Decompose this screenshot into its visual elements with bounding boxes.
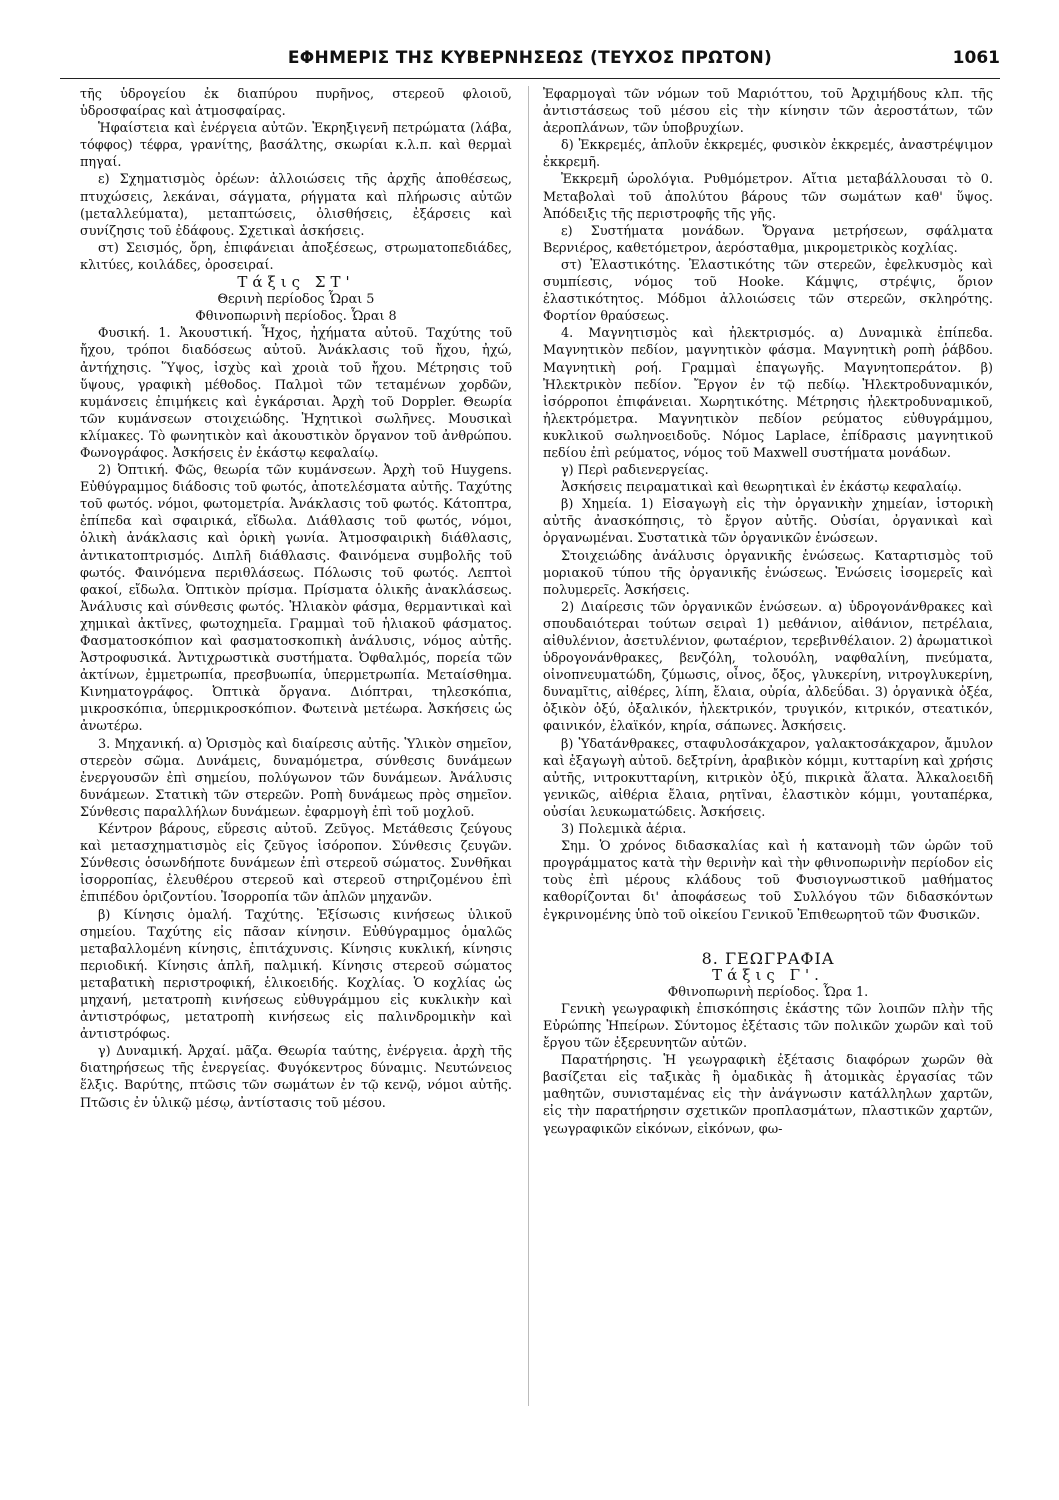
journal-title: ΕΦΗΜΕΡΙΣ ΤΗΣ ΚΥΒΕΡΝΗΣΕΩΣ (ΤΕΥΧΟΣ ΠΡΩΤΟΝ) bbox=[287, 48, 773, 68]
paragraph: Ἐκκρεμῆ ὡρολόγια. Ρυθμόμετρον. Αἴτια μεταβάλλουσαι τὸ 0. Μεταβολαὶ τοῦ ἀπολύτου βάρους τῶν σωμάτων καθ' ὕψος. Ἀπόδειξις τῆς περιστροφῆς τῆς γῆς. bbox=[543, 172, 993, 222]
paragraph: 3. Μηχανική. α) Ὁρισμὸς καὶ διαίρεσις αὐτῆς. Ὑλικὸν σημεῖον, στερεὸν σῶμα. Δυνάμεις, δυναμόμετρα, σύνθεσις δυνάμεων ἐνεργουσῶν ἐπὶ σημείου, πολύγωνον τῶν δυνάμεων. Ἀνάλυσις δυνάμεων. Στατικὴ τῶν στερεῶν. Ροπὴ δυνάμεως πρὸς σημεῖον. Σύνθεσις παραλλήλων δυνάμεων. ἐφαρμογὴ ἐπὶ τοῦ μοχλοῦ. bbox=[80, 736, 512, 820]
page-header bbox=[60, 48, 1000, 79]
class-heading: Τάξις ΣΤ' bbox=[237, 273, 355, 292]
paragraph: Κέντρον βάρους, εὕρεσις αὐτοῦ. Ζεῦγος. Μετάθεσις ζεύγους καὶ μετασχηματισμὸς εἰς ζεῦγος ἰσόροπον. Σύνθεσις ζευγῶν. Σύνθεσις ὁσωνδήποτε δυνάμεων ἐπὶ στερεοῦ σώματος. Συνθῆκαι ἰσορροπίας, ἐλευθέρου στερεοῦ καὶ στερεοῦ στηριζομένου ἐπὶ ἐπιπέδου ὁριζοντίου. Ἰσορροπία τῶν ἁπλῶν μηχανῶν. bbox=[80, 822, 512, 906]
paragraph: 2) Ὀπτική. Φῶς, θεωρία τῶν κυμάνσεων. Ἀρχὴ τοῦ Huygens. Εὐθύγραμμος διάδοσις τοῦ φωτός, ἀποτελέσματα αὐτῆς. Ταχύτης τοῦ φωτός. νόμοι, φωτομετρία. Ἀνάκλασις τοῦ φωτός. Κάτοπτρα, ἐπίπεδα καὶ σφαιρικά, εἴδωλα. Διάθλασις τοῦ φωτός, νόμοι, ὁλικὴ ἀνάκλασις καὶ ὁρικὴ γωνία. Ἀτμοσφαιρικὴ διάθλασις, ἀντικατοπτρισμός. Διπλῆ διάθλασις. Φαινόμενα συμβολῆς τοῦ φωτός. Φαινόμενα περιθλάσεως. Πόλωσις τοῦ φωτός. Λεπτοὶ φακοί, εἴδωλα. Ὀπτικὸν πρίσμα. Πρίσματα ὁλικῆς ἀνακλάσεως. Ἀνάλυσις καὶ σύνθεσις φωτός. Ἡλιακὸν φάσμα, θερμαντικαὶ καὶ χημικαὶ ἀκτῖνες, φωτοχημεῖα. Γραμμαὶ τοῦ ἡλιακοῦ φάσματος. Φασματοσκόπιον καὶ φασματοσκοπικὴ ἀνάλυσις, νόμος αὐτῆς. Ἀστροφυσικά. Ἀντιχρωστικὰ συστήματα. Ὀφθαλμός, πορεία τῶν ἀκτίνων, ἐμμετρωπία, πρεσβυωπία, ὑπερμετρωπία. Μεταίσθημα. Κινηματογράφος. Ὀπτικὰ ὄργανα. Διόπτραι, τηλεσκόπια, μικροσκόπια, ὑπερμικροσκόπιον. Φωτεινὰ μετέωρα. Ἀσκήσεις ὡς ἀνωτέρω. bbox=[80, 463, 512, 735]
paragraph: Γενικὴ γεωγραφικὴ ἐπισκόπησις ἑκάστης τῶν λοιπῶν πλὴν τῆς Εὐρώπης Ἠπείρων. Σύντομος ἐξέτασις τῶν πολικῶν χωρῶν καὶ τοῦ ἔργου τῶν ἐξερευνητῶν αὐτῶν. bbox=[543, 1001, 993, 1052]
paragraph: Παρατήρησις. Ἡ γεωγραφικὴ ἐξέτασις διαφόρων χωρῶν θὰ βασίζεται εἰς ταξικὰς ἢ ὁμαδικὰς ἢ ἀτομικὰς ἐργασίας τῶν μαθητῶν, συνισταμένας εἰς τὴν ἀνάγνωσιν κατάλληλων χαρτῶν, εἰς τὴν παρατήρησιν σχετικῶν προπλασμάτων, πλαστικῶν χαρτῶν, γεωγραφικῶν εἰκόνων, εἰκόνων, φω- bbox=[543, 1053, 993, 1137]
section-heading: 8. ΓΕΩΓΡΑΦΙΑ bbox=[701, 948, 835, 968]
autumn-period: Φθινοπωρινὴ περίοδος. Ὧρα 1. bbox=[667, 984, 869, 1000]
paragraph: δ) Ἐκκρεμές, ἁπλοῦν ἐκκρεμές, φυσικὸν ἐκκρεμές, ἀναστρέψιμον ἐκκρεμῆ. bbox=[543, 138, 993, 171]
paragraph: γ) Περὶ ραδιενεργείας. bbox=[561, 463, 709, 479]
paragraph: τῆς ὑδρογείου ἐκ διαπύρου πυρῆνος, στερεοῦ φλοιοῦ, ὑδροσφαίρας καὶ ἀτμοσφαίρας. bbox=[80, 87, 512, 120]
paragraph: ε) Συστήματα μονάδων. Ὄργανα μετρήσεων, σφάλματα Βερνιέρος, καθετόμετρον, ἀερόσταθμα, μικρομετρικὸς κοχλίας. bbox=[543, 223, 993, 256]
paragraph: β) Χημεία. 1) Εἰσαγωγὴ εἰς τὴν ὀργανικὴν χημείαν, ἱστορικὴ αὐτῆς ἀνασκόπησις, τὸ ἔργον αὐτῆς. Οὐσίαι, ὀργανικαὶ καὶ ὀργανωμέναι. Συστατικὰ τῶν ὀργανικῶν ἑνώσεων. bbox=[543, 497, 993, 547]
paragraph: Σημ. Ὁ χρόνος διδασκαλίας καὶ ἡ κατανομὴ τῶν ὡρῶν τοῦ προγράμματος κατὰ τὴν θερινὴν καὶ τὴν φθινοπωρινὴν περίοδον εἰς τοὺς ἐπὶ μέρους κλάδους τοῦ Φυσιογνωστικοῦ μαθήματος καθορίζονται δι' ἀποφάσεως τοῦ Συλλόγου τῶν διδασκόντων ἐγκρινομένης ὑπὸ τοῦ οἰκείου Γενικοῦ Ἐπιθεωρητοῦ τῶν Φυσικῶν. bbox=[543, 839, 993, 923]
paragraph: 3) Πολεμικὰ ἀέρια. bbox=[561, 822, 687, 838]
paragraph: στ) Ἐλαστικότης. Ἐλαστικότης τῶν στερεῶν, ἐφελκυσμὸς καὶ συμπίεσις, νόμος τοῦ Hooke. Κάμψις, στρέψις, ὅριον ἐλαστικότητος. Μόδμοι ἀλλοιώσεις τῶν στερεῶν, σκληρότης. Φορτίον θραύσεως. bbox=[543, 257, 993, 325]
paragraph: Ἀσκήσεις πειραματικαὶ καὶ θεωρητικαὶ ἐν ἑκάστῳ κεφαλαίῳ. bbox=[561, 480, 962, 496]
column-divider bbox=[528, 86, 529, 1406]
paragraph: β) Ὑδατάνθρακες, σταφυλοσάκχαρον, γαλακτοσάκχαρον, ἄμυλον καὶ ἐξαγωγὴ αὐτοῦ. δεξτρίνη, ἀραβικὸν κόμμι, κυτταρίνη καὶ χρήσις αὐτῆς, νιτροκυτταρίνη, κιτρικὸν ὀξύ, πικρικὰ ἅλατα. Ἀλκαλοειδῆ γενικῶς, αἰθέρια ἔλαια, ρητῖναι, ἐλαστικὸν κόμμι, γουταπέρκα, οὐσίαι λευκωματώδεις. Ἀσκήσεις. bbox=[543, 736, 993, 820]
autumn-period: Φθινοπωρινὴ περίοδος. Ὧραι 8 bbox=[195, 309, 397, 325]
paragraph: β) Κίνησις ὁμαλή. Ταχύτης. Ἐξίσωσις κινήσεως ὑλικοῦ σημείου. Ταχύτης εἰς πᾶσαν κίνησιν. Εὐθύγραμμος ὁμαλῶς μεταβαλλομένη κίνησις, ἐπιτάχυνσις. Κίνησις κυκλική, κίνησις περιοδική. Κίνησις ἁπλῆ, παλμική. Κίνησις στερεοῦ σώματος μεταβατικὴ περιστροφική, ἑλικοειδής. Κοχλίας. Ὁ κοχλίας ὡς μηχανή, μετατροπὴ κινήσεως εὐθυγράμμου εἰς κυκλικὴν καὶ ἀντιστρόφως, μετατροπὴ κινήσεως εἰς παλινδρομικὴν καὶ ἀντιστρόφως. bbox=[80, 907, 512, 1043]
paragraph: Στοιχειώδης ἀνάλυσις ὀργανικῆς ἑνώσεως. Καταρτισμὸς τοῦ μοριακοῦ τύπου τῆς ὀργανικῆς ἑνώσεως. Ἑνώσεις ἰσομερεῖς καὶ πολυμερεῖς. Ἀσκήσεις. bbox=[543, 548, 993, 598]
summer-period: Θερινὴ περίοδος Ὧραι 5 bbox=[217, 292, 375, 308]
paragraph: 4. Μαγνητισμὸς καὶ ἠλεκτρισμός. α) Δυναμικὰ ἐπίπεδα. Μαγνητικὸν πεδίον, μαγνητικὸν φάσμα. Μαγνητικὴ ροπὴ ῥάβδου. Μαγνητικὴ ροή. Γραμμαὶ ἐπαγωγῆς. Μαγνητοπεράτον. β) Ἠλεκτρικὸν πεδίον. Ἔργον ἐν τῷ πεδίῳ. Ἠλεκτροδυναμικόν, ἰσόρροποι ἐπιφάνειαι. Χωρητικότης. Μέτρησις ἠλεκτροδυναμικοῦ, ἠλεκτρόμετρα. Μαγνητικὸν πεδίον ρεύματος εὐθυγράμμου, κυκλικοῦ σωληνοειδοῦς. Νόμος Laplace, ἐπίδρασις μαγνητικοῦ πεδίου ἐπὶ ρεύματος, νόμος τοῦ Maxwell συστήματα μονάδων. bbox=[543, 326, 993, 461]
right-column bbox=[543, 86, 993, 1138]
paragraph: Ἐφαρμογαὶ τῶν νόμων τοῦ Μαριόττου, τοῦ Ἀρχιμήδους κλπ. τῆς ἀντιστάσεως τοῦ μέσου εἰς τὴν κίνησιν τῶν ἀεροστάτων, τῶν ἀεροπλάνων, τῶν ὑποβρυχίων. bbox=[543, 87, 993, 137]
page-number: 1061 bbox=[952, 48, 1000, 68]
paragraph: Φυσική. 1. Ἀκουστική. Ἦχος, ἠχήματα αὐτοῦ. Ταχύτης τοῦ ἤχου, τρόποι διαδόσεως αὐτοῦ. Ἀνάκλασις τοῦ ἤχου, ἠχώ, ἀντήχησις. Ὕψος, ἰσχὺς καὶ χροιὰ τοῦ ἤχου. Μέτρησις τοῦ ὕψους, γραφικὴ μέθοδος. Παλμοὶ τῶν τεταμένων χορδῶν, κυμάνσεις ἐπιμήκεις καὶ ἐγκάρσιαι. Ἀρχὴ τοῦ Doppler. Θεωρία τῶν κυμάνσεων στοιχειώδης. Ἠχητικοὶ σωλῆνες. Μουσικαὶ κλίμακες. Τὸ φωνητικὸν καὶ ἀκουστικὸν ὄργανον τοῦ ἀνθρώπου. Φωνογράφος. Ἀσκήσεις ἐν ἑκάστῳ κεφαλαίῳ. bbox=[80, 326, 512, 461]
paragraph: γ) Δυναμική. Ἀρχαί. μᾶζα. Θεωρία ταύτης, ἐνέργεια. ἀρχὴ τῆς διατηρήσεως τῆς ἐνεργείας. Φυγόκεντρος δύναμις. Νευτώνειος ἕλξις. Βαρύτης, πτῶσις τῶν σωμάτων ἐν τῷ κενῷ, νόμοι αὐτῆς. Πτῶσις ἐν ὑλικῷ μέσῳ, ἀντίστασις τοῦ μέσου. bbox=[80, 1044, 512, 1111]
class-heading: Τάξις Γ'. bbox=[712, 965, 824, 984]
left-column bbox=[80, 86, 512, 1112]
paragraph: ε) Σχηματισμὸς ὀρέων: ἀλλοιώσεις τῆς ἀρχῆς ἀποθέσεως, πτυχώσεις, λεκάναι, σάγματα, ρήγματα καὶ πλήρωσις αὐτῶν (μεταλλεύματα), μεταπτώσεις, ὀλισθήσεις, ἐξάρσεις καὶ συνίζησις τοῦ ἐδάφους. Σχετικαὶ ἀσκήσεις. bbox=[80, 172, 512, 239]
paragraph: στ) Σεισμός, ὄρη, ἐπιφάνειαι ἀποξέσεως, στρωματοπεδιάδες, κλιτύες, κοιλάδες, ὀροσειραί. bbox=[80, 240, 512, 273]
paragraph: Ἡφαίστεια καὶ ἐνέργεια αὐτῶν. Ἐκρηξιγενῆ πετρώματα (λάβα, τόφφος) τέφρα, γρανίτης, βασάλτης, σκωρίαι κ.λ.π. καὶ θερμαὶ πηγαί. bbox=[80, 121, 512, 171]
paragraph: 2) Διαίρεσις τῶν ὀργανικῶν ἑνώσεων. α) ὑδρογονάνθρακες καὶ σπουδαιότεραι τούτων σειραὶ 1) μεθάνιον, αἰθάνιον, πετρέλαια, αἰθυλένιον, ἀσετυλένιον, φωταέριον, τερεβινθέλαιον. 2) ἀρωματικοὶ ὑδρογονάνθρακες, βενζόλη, τολουόλη, ναφθαλίνη, πνεύματα, οἰνοπνευματώδη, ζύμωσις, οἶνος, ὄξος, γλυκερίνη, νιτρογλυκερίνη, δυναμῖτις, αἰθέρες, λίπη, ἔλαια, οὐρία, ἀλδεΰδαι. 3) ὀργανικὰ ὀξέα, ὀξικὸν ὀξύ, ὀξαλικόν, ἠλεκτρικόν, τρυγικόν, κιτρικόν, στεατικόν, φαινικόν, ἐλαϊκόν, κηρία, σάπωνες. Ἀσκήσεις. bbox=[543, 599, 993, 735]
